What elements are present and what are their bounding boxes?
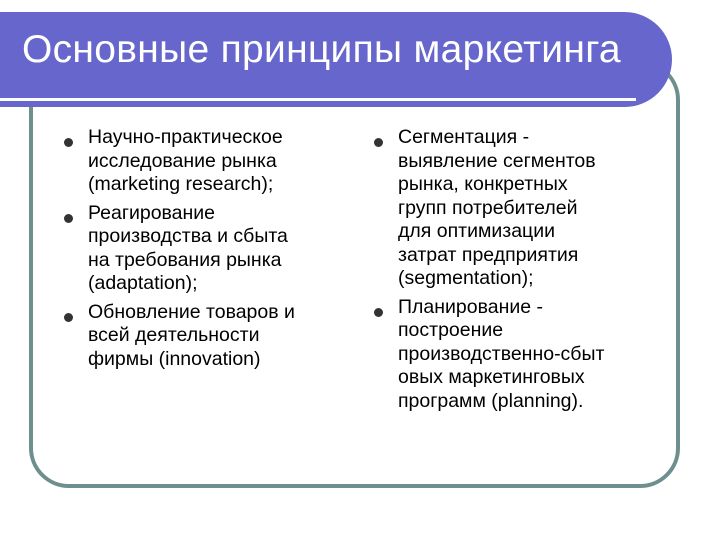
left-bullet-list [62,126,352,376]
bullet-text: Реагирование производства и сбыта на требования рынка (adaptation); [88,201,288,294]
bullet-text: Научно-практическое исследование рынка (marketing research); [88,126,283,195]
right-bullet-list [372,126,672,418]
bullet-dot-icon [374,138,383,147]
bullet-item-adaptation [62,202,352,296]
title-divider [0,98,636,101]
bullet-item-segmentation [372,126,672,291]
bullet-item-planning [372,296,672,414]
bullet-dot-icon [374,308,383,317]
bullet-text: Планирование - построение производственно-сбыт овых маркетинговых программ (planning). [398,295,605,412]
bullet-text: Сегментация - выявление сегментов рынка, конкретных групп потребителей для оптимизации затрат предприятия (segmentation); [398,126,596,289]
bullet-item-marketing-research [62,126,352,197]
bullet-text: Обновление товаров и всей деятельности фирмы (innovation) [88,300,295,370]
bullet-dot-icon [64,214,73,223]
slide-title: Основные принципы маркетинга [22,28,621,71]
bullet-dot-icon [64,313,73,322]
bullet-dot-icon [64,138,73,147]
bullet-item-innovation [62,301,352,372]
